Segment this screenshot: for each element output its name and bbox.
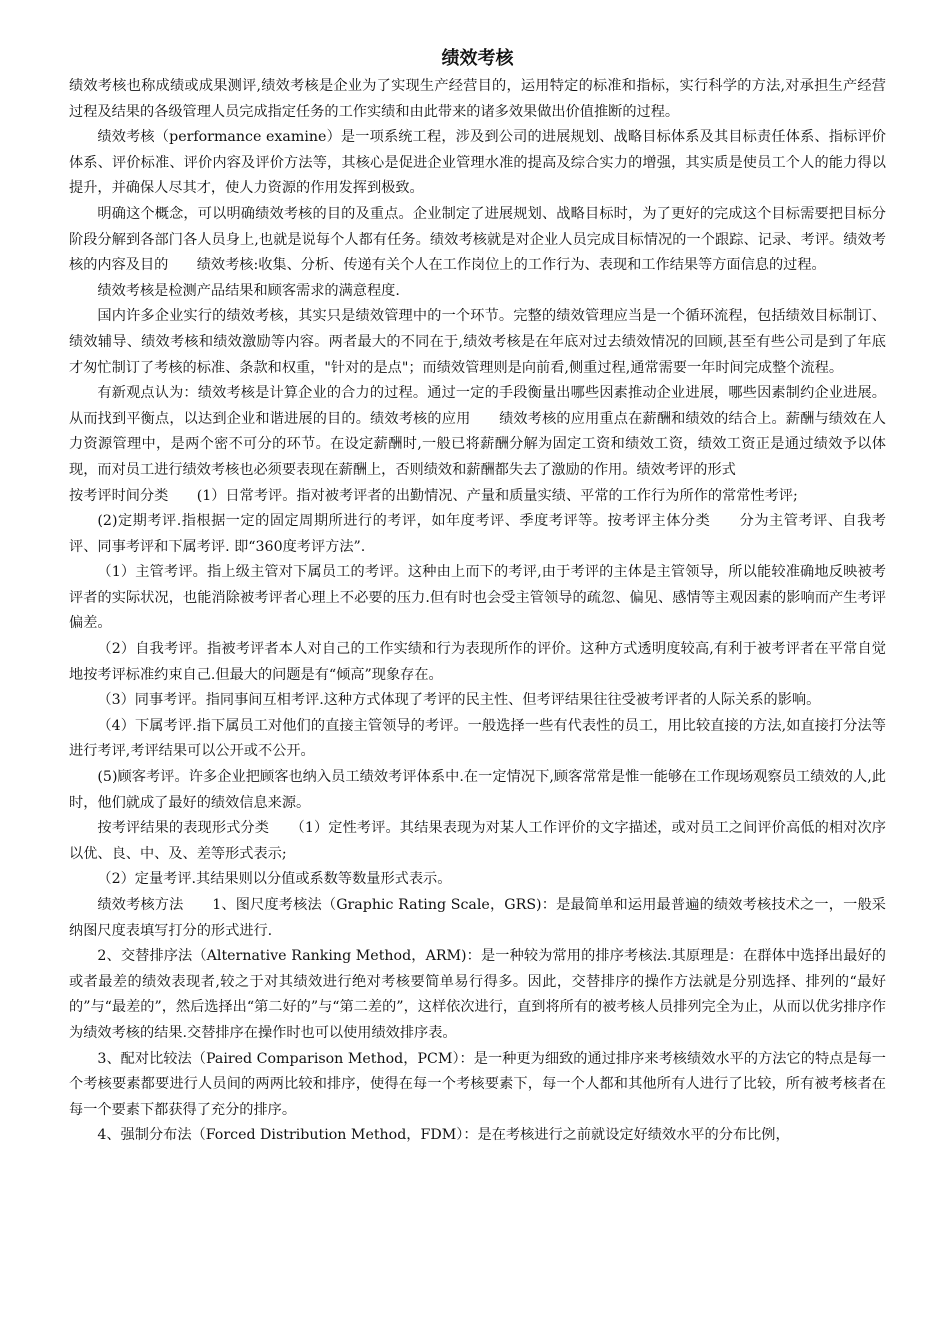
paragraph-self: （2）自我考评。指被考评者本人对自己的工作实绩和行为表现所作的评价。这种方式透明度较高,有利于被考评者在平常自觉地按考评标准约束自己.但最大的问题是有“倾高”现象存在。 <box>69 641 886 683</box>
paragraph-quantitative: （2）定量考评.其结果则以分值或系数等数量形式表示。 <box>97 871 452 888</box>
paragraph-definition: 绩效考核（performance examine）是一项系统工程，涉及到公司的进展规划、战略目标体系及其目标责任体系、指标评价体系、评价标准、评价内容及评价方法等，其核心是促进企业管理水准的提高及综合实力的增强，其实质是使员工个人的能力得以提升，并确保人尽其才，使人力资源的作用发挥到极致。 <box>69 129 886 197</box>
paragraph-by-result: 按考评结果的表现形式分类 （1）定性考评。其结果表现为对某人工作评价的文字描述，或对员工之间评价高低的相对次序以优、良、中、及、差等形式表示; <box>69 820 886 862</box>
paragraph-periodic: (2)定期考评.指根据一定的固定周期所进行的考评，如年度考评、季度考评等。按考评主体分类 分为主管考评、自我考评、同事考评和下属考评. 即“360度考评方法”. <box>69 513 886 555</box>
paragraph-subordinate: （4）下属考评.指下属员工对他们的直接主管领导的考评。一般选择一些有代表性的员工，用比较直接的方法,如直接打分法等进行考评,考评结果可以公开或不公开。 <box>69 717 886 760</box>
paragraph-fdm: 4、强制分布法（Forced Distribution Method，FDM）：是在考核进行之前就设定好绩效水平的分布比例， <box>97 1127 790 1144</box>
paragraph-by-time: 按考评时间分类 (1）日常考评。指对被考评者的出勤情况、产量和质量实绩、平常的工作行为所作的常常性考评; <box>69 487 798 504</box>
paragraph-client: (5)顾客考评。许多企业把顾客也纳入员工绩效考评体系中.在一定情况下,顾客常常是惟一能够在工作现场观察员工绩效的人,此时，他们就成了最好的绩效信息来源。 <box>69 769 886 811</box>
paragraph-supervisor: （1）主管考评。指上级主管对下属员工的考评。这种由上而下的考评,由于考评的主体是主管领导，所以能较准确地反映被考评者的实际状况，也能消除被考评者心理上不必要的压力.但有时也会受主管领导的疏忽、偏见、感情等主观因素的影响而产生考评偏差。 <box>69 564 886 632</box>
paragraph-methods: 绩效考核方法 1、图尺度考核法（Graphic Rating Scale，GRS)：是最简单和运用最普遍的绩效考核技术之一，一般采纳图尺度表填写打分的形式进行. <box>69 897 886 939</box>
paragraph-arm: 2、交替排序法（Alternative Ranking Method，ARM)：是一种较为常用的排序考核法.其原理是：在群体中选择出最好的或者最差的绩效表现者,较之于对其绩效进行绝对考核要简单易行得多。因此，交替排序的操作方法就是分别选择、排列的“最好的”与“最差的”，然后选择出“第二好的”与“第二差的”，这样依次进行，直到将所有的被考核人员排列完全为止，从而以优劣排序作为绩效考核的结果.交替排序在操作时也可以使用绩效排序表。 <box>69 948 886 1041</box>
paragraph-intro: 绩效考核也称成绩或成果测评,绩效考核是企业为了实现生产经营目的，运用特定的标准和指标，实行科学的方法,对承担生产经营过程及结果的各级管理人员完成指定任务的工作实绩和由此带来的诸多效果做出价值推断的过程。 <box>69 78 886 120</box>
paragraph-customer: 绩效考核是检测产品结果和顾客需求的满意程度. <box>97 282 400 299</box>
paragraph-purpose: 明确这个概念，可以明确绩效考核的目的及重点。企业制定了进展规划、战略目标时，为了更好的完成这个目标需要把目标分阶段分解到各部门各人员身上,也就是说每个人都有任务。绩效考核就是对企业人员完成目标情况的一个跟踪、记录、考评。绩效考核的内容及目的 绩效考核:收集、分析、传递有关个人在工作岗位上的工作行为、表现和工作结果等方面信息的过程。 <box>69 205 886 274</box>
paragraph-pcm: 3、配对比较法（Paired Comparison Method，PCM）：是一种更为细致的通过排序来考核绩效水平的方法它的特点是每一个考核要素都要进行人员间的两两比较和排序，使得在每一个考核要素下，每一个人都和其他所有人进行了比较，所有被考核者在每一个要素下都获得了充分的排序。 <box>69 1050 886 1118</box>
paragraph-new-view: 有新观点认为：绩效考核是计算企业的合力的过程。通过一定的手段衡量出哪些因素推动企业进展，哪些因素制约企业进展。从而找到平衡点，以达到企业和谐进展的目的。绩效考核的应用 绩效考核的应用重点在薪酬和绩效的结合上。薪酬与绩效在人力资源管理中，是两个密不可分的环节。在设定薪酬时,一般已将薪酬分解为固定工资和绩效工资，绩效工资正是通过绩效予以体现，而对员工进行绩效考核也必须要表现在薪酬上，否则绩效和薪酬都失去了激励的作用。绩效考评的形式 <box>69 385 886 478</box>
document-title: 绩效考核 <box>441 48 514 69</box>
paragraph-peer: （3）同事考评。指同事间互相考评.这种方式体现了考评的民主性、但考评结果往往受被考评者的人际关系的影响。 <box>97 692 821 709</box>
paragraph-domestic: 国内许多企业实行的绩效考核，其实只是绩效管理中的一个环节。完整的绩效管理应当是一个循环流程，包括绩效目标制订、绩效辅导、绩效考核和绩效激励等内容。两者最大的不同在于,绩效考核是在年底对过去绩效情况的回顾,甚至有些公司是到了年底才匆忙制订了考核的标准、条款和权重，"针对的是点"；而绩效管理则是向前看,侧重过程,通常需要一年时间完成整个流程。 <box>69 308 886 376</box>
